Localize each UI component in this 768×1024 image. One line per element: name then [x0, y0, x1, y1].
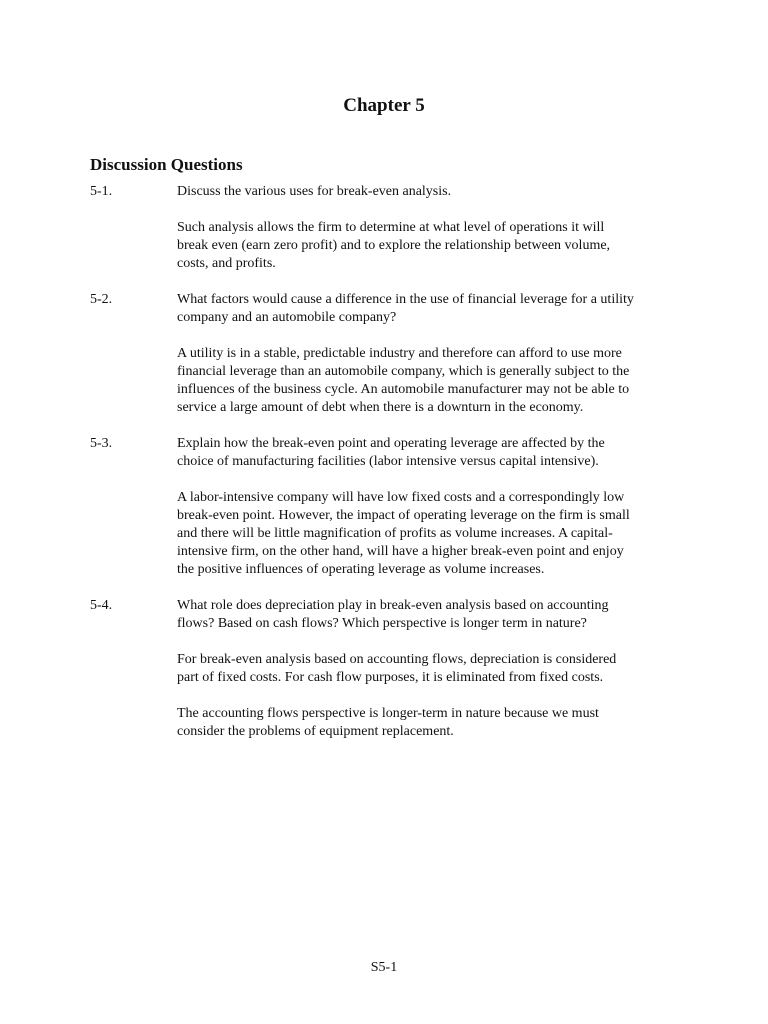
answer-paragraph: Such analysis allows the firm to determine at what level of operations it will break even (earn zero profit) and to explore the relationship between volume, costs, and profits.	[177, 220, 611, 271]
section-heading: Discussion Questions	[90, 155, 243, 174]
question-body	[177, 183, 637, 273]
question-body	[177, 597, 637, 741]
question-text: Explain how the break-even point and operating leverage are affected by the choice of manufacturing facilities (labor intensive versus capital intensive).	[177, 436, 605, 469]
question-text: Discuss the various uses for break-even analysis.	[177, 184, 452, 199]
questions-list	[90, 183, 650, 759]
chapter-title: Chapter 5	[343, 95, 425, 116]
question-text: What role does depreciation play in break-even analysis based on accounting flows? Based on cash flows? Which perspective is longer term in nature?	[177, 598, 609, 631]
answer-paragraph: A labor-intensive company will have low fixed costs and a correspondingly low break-even point. However, the impact of operating leverage on the firm is small and there will be little magnification of profits as volume increases. A capital-intensive firm, on the other hand, will have a higher break-even point and enjoy the positive influences of operating leverage as volume increases.	[177, 490, 630, 577]
question-number: 5-3.	[90, 436, 113, 451]
question-item	[90, 597, 650, 741]
question-body	[177, 291, 637, 417]
question-item	[90, 435, 650, 579]
question-number: 5-2.	[90, 292, 113, 307]
question-text: What factors would cause a difference in the use of financial leverage for a utility company and an automobile company?	[177, 292, 634, 325]
answer-paragraph: A utility is in a stable, predictable industry and therefore can afford to use more financial leverage than an automobile company, which is generally subject to the influences of the business cycle. An automobile manufacturer may not be able to service a large amount of debt when there is a downturn in the economy.	[177, 346, 630, 415]
question-item	[90, 291, 650, 417]
question-number: 5-1.	[90, 184, 113, 199]
question-body	[177, 435, 637, 579]
answer-paragraph: For break-even analysis based on accounting flows, depreciation is considered part of fixed costs. For cash flow purposes, it is eliminated from fixed costs.	[177, 652, 617, 685]
question-item	[90, 183, 650, 273]
page-number: S5-1	[370, 960, 398, 975]
answer-paragraph: The accounting flows perspective is longer-term in nature because we must consider the problems of equipment replacement.	[177, 706, 599, 739]
question-number: 5-4.	[90, 598, 113, 613]
